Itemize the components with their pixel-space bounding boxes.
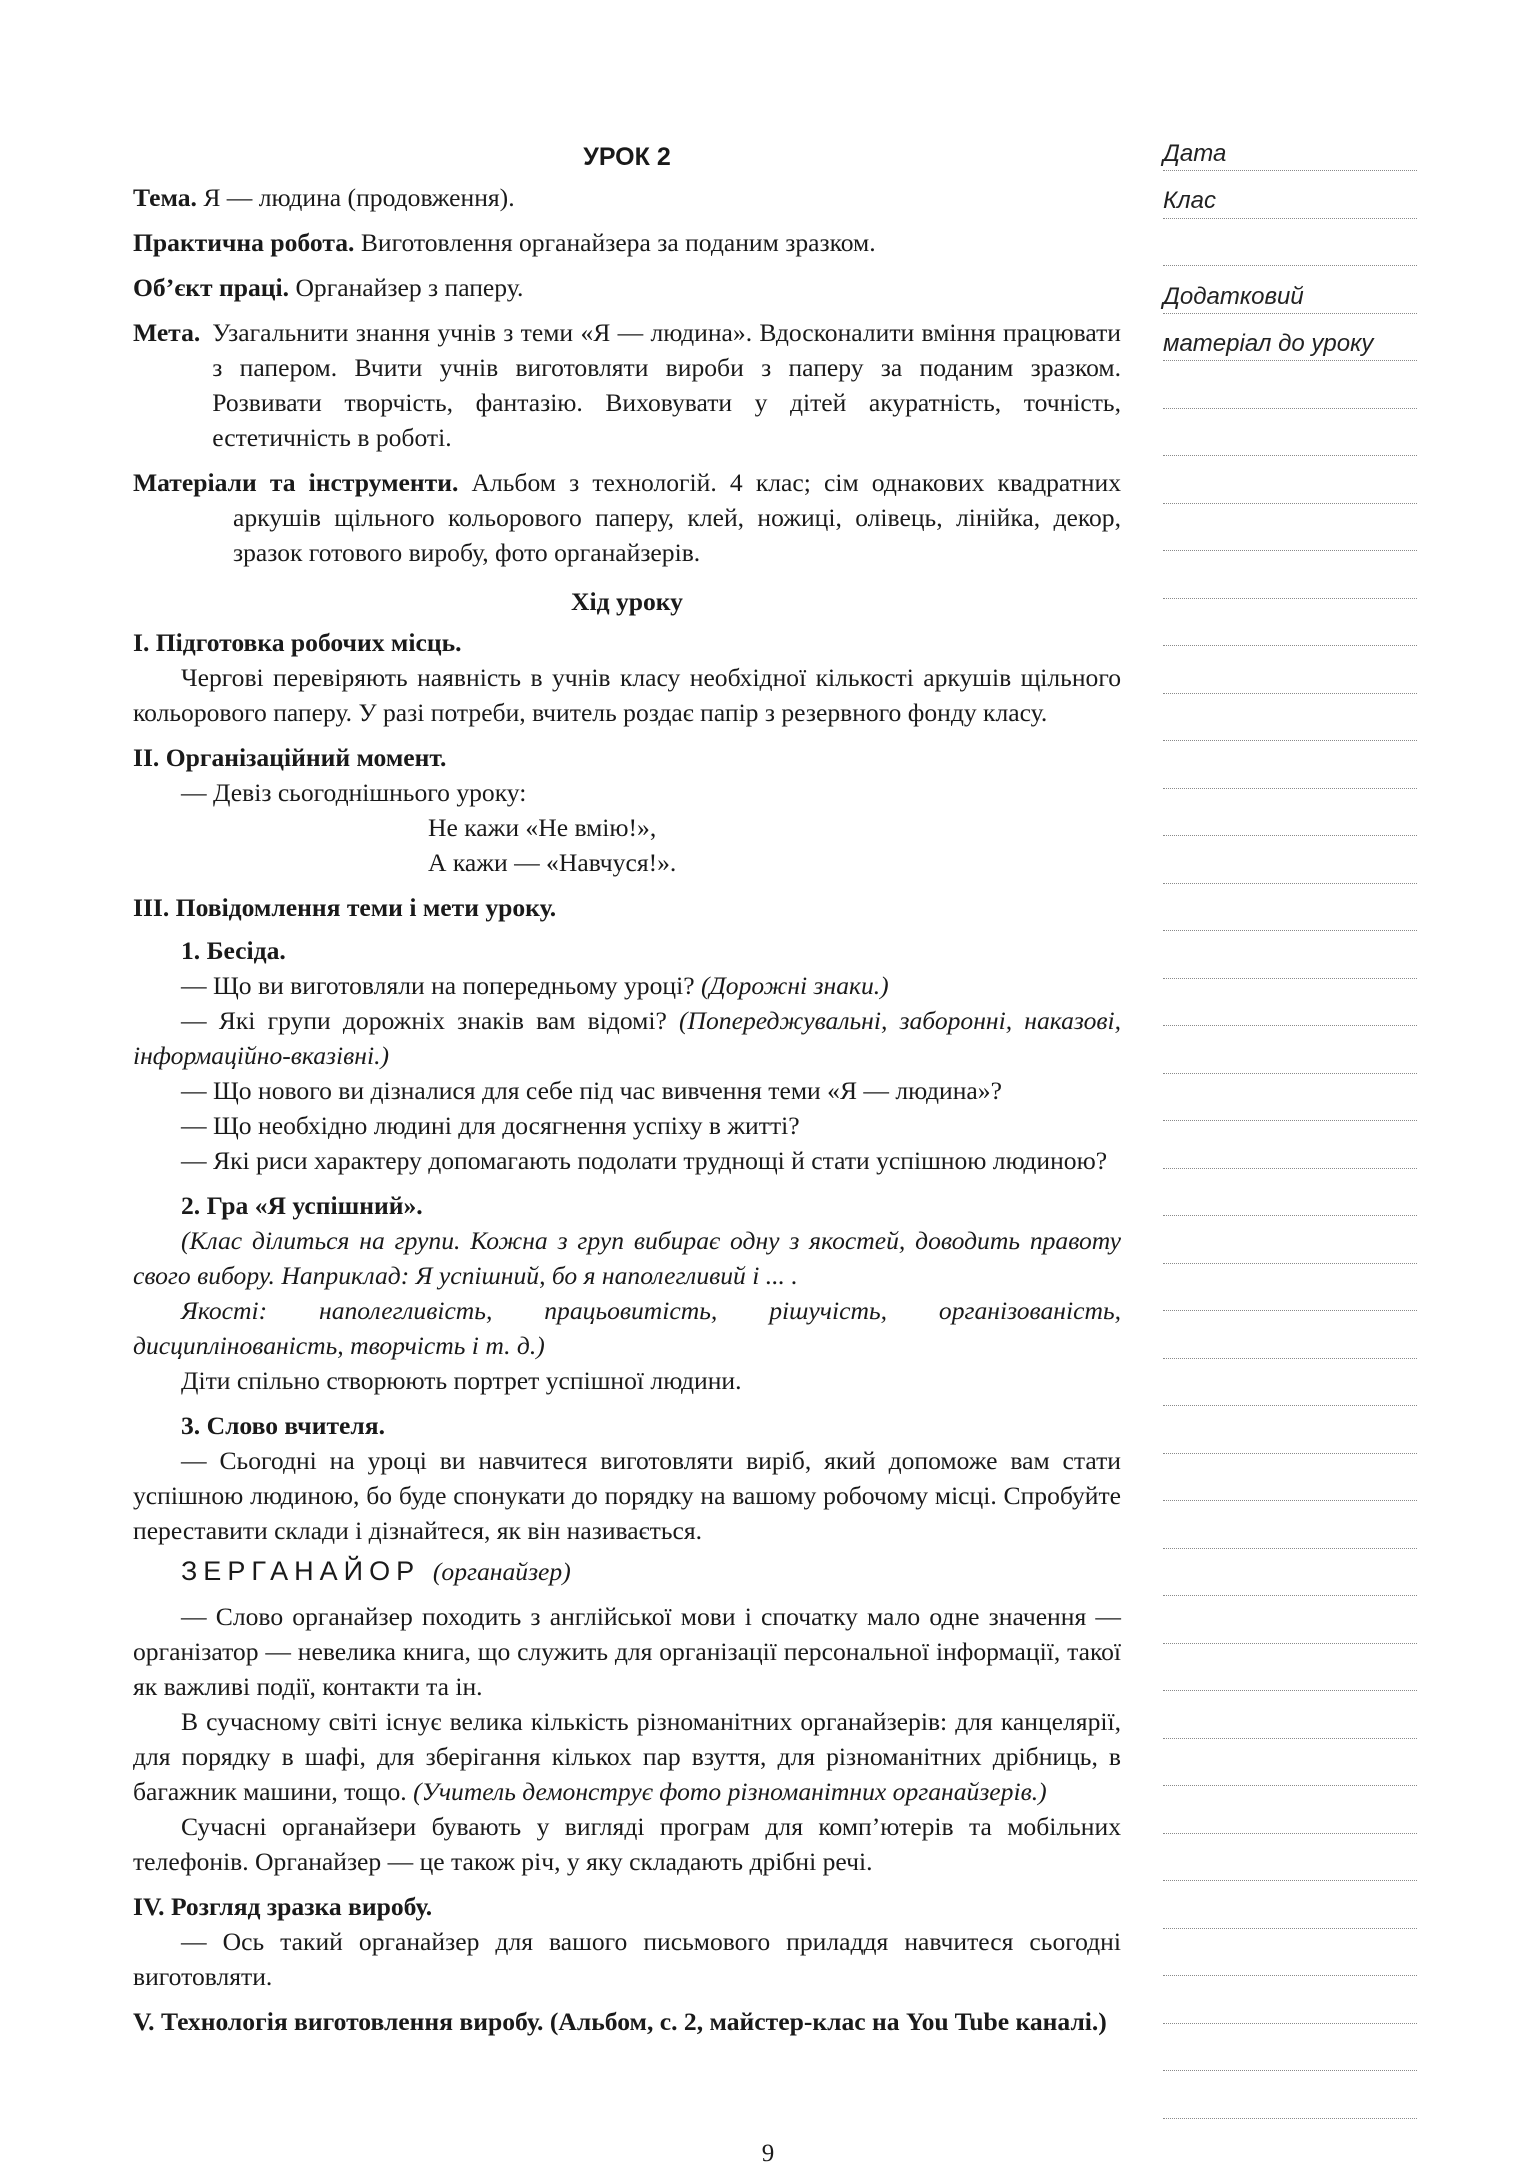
organizer-para-2-text: В сучасному світі існує велика кількість різноманітних органайзерів: для канцелярії, для порядку в шафі, для зберігання кількох пар взуття, для різноманітних дрібниць, в багажник машини, тощо.	[133, 1707, 1121, 1806]
section-5-title: V. Технологія виготовлення виробу. (Альбом, с. 2, майстер-клас на You Tube каналі.)	[133, 2007, 1107, 2036]
sidebar-note-line	[1163, 218, 1417, 219]
materials-label: Матеріали та інструменти.	[133, 468, 459, 497]
subsection-2-title: 2. Гра «Я успішний».	[181, 1191, 423, 1220]
sidebar-note-line	[1163, 1168, 1417, 1169]
sidebar-note-line	[1163, 1263, 1417, 1264]
sidebar-note-line	[1163, 1880, 1417, 1881]
sidebar-note-line	[1163, 1215, 1417, 1216]
sidebar-note-line	[1163, 1928, 1417, 1929]
practical-line	[133, 225, 1121, 260]
goal-block	[133, 315, 1121, 455]
sidebar-note-line	[1163, 1453, 1417, 1454]
question-1-text: — Що ви виготовляли на попередньому уроці?	[181, 971, 695, 1000]
motto-intro: — Девіз сьогоднішнього уроку:	[181, 778, 527, 807]
scrambled-word-answer: (органайзер)	[432, 1557, 571, 1586]
question-2-text: — Які групи дорожніх знаків вам відомі?	[181, 1006, 667, 1035]
sidebar-note-line	[1163, 598, 1417, 599]
question-3: — Що нового ви дізналися для себе під час вивчення теми «Я — людина»?	[181, 1076, 1002, 1105]
sidebar-note-line	[1163, 930, 1417, 931]
sidebar-note-line	[1163, 360, 1417, 361]
sidebar-note-line	[1163, 313, 1417, 314]
sidebar-class-label: Клас	[1163, 187, 1217, 214]
sidebar-extra-label-1: Додатковий	[1163, 283, 1304, 310]
lesson-content	[133, 140, 1121, 2039]
sidebar-note-line	[1163, 1120, 1417, 1121]
section-2-title: II. Організаційний момент.	[133, 743, 447, 772]
sidebar-note-line	[1163, 1073, 1417, 1074]
sidebar-note-line	[1163, 1690, 1417, 1691]
teacher-word: — Сьогодні на уроці ви навчитеся виготовляти виріб, який допоможе вам стати успішною людиною, бо буде спонукати до порядку на вашому робочому місці. Спробуйте переставити склади і дізнайтеся, як він називається.	[133, 1446, 1121, 1545]
subsection-3-title: 3. Слово вчителя.	[181, 1411, 385, 1440]
sidebar-note-line	[1163, 1975, 1417, 1976]
sidebar-note-line	[1163, 265, 1417, 266]
goal-text: Узагальнити знання учнів з теми «Я — людина». Вдосконалити вміння працювати з папером. Вчити учнів виготовляти вироби з паперу за поданим зразком. Розвивати творчість, фантазію. Виховувати у дітей акуратність, точність, естетичність в роботі.	[212, 318, 1121, 452]
motto-line-2: А кажи — «Навчуся!».	[428, 848, 677, 877]
question-2-answer: (Попереджувальні, заборонні, наказові, інформаційно-вказівні.)	[133, 1006, 1121, 1070]
sidebar-note-line	[1163, 1405, 1417, 1406]
sidebar-note-line	[1163, 503, 1417, 504]
sidebar-note-line	[1163, 2023, 1417, 2024]
sidebar-note-line	[1163, 835, 1417, 836]
section-4-text: — Ось такий органайзер для вашого письмового приладдя навчитеся сьогодні виготовляти.	[133, 1927, 1121, 1991]
scrambled-word: ЗЕРГАНАЙОР	[181, 1556, 421, 1586]
sidebar-note-line	[1163, 2118, 1417, 2119]
course-heading: Хід уроку	[571, 587, 683, 616]
sidebar-note-line	[1163, 1548, 1417, 1549]
section-1-text: Чергові перевіряють наявність в учнів класу необхідної кількості аркушів щільного кольорового паперу. У разі потреби, вчитель роздає папір з резервного фонду класу.	[133, 663, 1121, 727]
question-5: — Які риси характеру допомагають подолати труднощі й стати успішною людиною?	[181, 1146, 1108, 1175]
work-object-line	[133, 270, 1121, 305]
work-object-label: Об’єкт праці.	[133, 273, 290, 302]
sidebar-note-line	[1163, 1595, 1417, 1596]
sidebar-note-line	[1163, 1785, 1417, 1786]
sidebar-note-line	[1163, 978, 1417, 979]
practical-text: Виготовлення органайзера за поданим зразком.	[360, 228, 876, 257]
sidebar-note-line	[1163, 170, 1417, 171]
topic-line	[133, 180, 1121, 215]
game-text-2: Якості: наполегливість, працьовитість, рішучість, організованість, дисциплінованість, творчість і т. д.)	[133, 1296, 1121, 1360]
sidebar-note-line	[1163, 1738, 1417, 1739]
sidebar-note-line	[1163, 1833, 1417, 1834]
game-text-3: Діти спільно створюють портрет успішної людини.	[181, 1366, 742, 1395]
section-4-title: IV. Розгляд зразка виробу.	[133, 1892, 433, 1921]
sidebar-note-line	[1163, 1358, 1417, 1359]
sidebar-note-line	[1163, 1643, 1417, 1644]
organizer-para-1: — Слово органайзер походить з англійської мови і спочатку мало одне значення — організатор — невелика книга, що служить для організації персональної інформації, такої як важливі події, контакти та ін.	[133, 1602, 1121, 1701]
organizer-para-2	[133, 1704, 1121, 1809]
sidebar-note-line	[1163, 788, 1417, 789]
materials-block	[133, 465, 1121, 570]
scrambled-word-row	[133, 1554, 1121, 1589]
sidebar-date-label: Дата	[1163, 140, 1227, 167]
question-4: — Що необхідно людині для досягнення успіху в житті?	[181, 1111, 800, 1140]
goal-label: Мета.	[133, 318, 201, 347]
topic-label: Тема.	[133, 183, 197, 212]
sidebar-note-line	[1163, 550, 1417, 551]
section-3-title: III. Повідомлення теми і мети уроку.	[133, 893, 557, 922]
question-1	[133, 968, 1121, 1003]
page-number: 9	[761, 2140, 775, 2167]
organizer-para-2-note: (Учитель демонструє фото різноманітних органайзерів.)	[413, 1777, 1047, 1806]
sidebar-note-line	[1163, 2070, 1417, 2071]
sidebar-note-line	[1163, 645, 1417, 646]
sidebar-note-line	[1163, 1500, 1417, 1501]
question-1-answer: (Дорожні знаки.)	[700, 971, 889, 1000]
subsection-1-title: 1. Бесіда.	[181, 936, 286, 965]
game-text-1: (Клас ділиться на групи. Кожна з груп вибирає одну з якостей, доводить правоту свого вибору. Наприклад: Я успішний, бо я наполегливий і ... .	[133, 1226, 1121, 1290]
sidebar-note-line	[1163, 408, 1417, 409]
sidebar-note-line	[1163, 1025, 1417, 1026]
sidebar-note-line	[1163, 1310, 1417, 1311]
sidebar-note-line	[1163, 883, 1417, 884]
sidebar-extra-label-2: матеріал до уроку	[1163, 330, 1374, 357]
organizer-para-3: Сучасні органайзери бувають у вигляді програм для комп’ютерів та мобільних телефонів. Органайзер — це також річ, у яку складають дрібні речі.	[133, 1812, 1121, 1876]
materials-text: Альбом з технологій. 4 клас; сім однакових квадратних аркушів щільного кольорового паперу, клей, ножиці, олівець, лінійка, декор, зразок готового виробу, фото органайзерів.	[233, 468, 1121, 567]
sidebar-note-line	[1163, 693, 1417, 694]
question-2	[133, 1003, 1121, 1073]
work-object-text: Органайзер з паперу.	[295, 273, 524, 302]
sidebar-note-line	[1163, 455, 1417, 456]
practical-label: Практична робота.	[133, 228, 355, 257]
section-1-title: I. Підготовка робочих місць.	[133, 628, 462, 657]
topic-text: Я — людина (продовження).	[203, 183, 515, 212]
lesson-title: УРОК 2	[583, 143, 671, 171]
motto-line-1: Не кажи «Не вмію!»,	[428, 813, 657, 842]
sidebar-note-line	[1163, 740, 1417, 741]
